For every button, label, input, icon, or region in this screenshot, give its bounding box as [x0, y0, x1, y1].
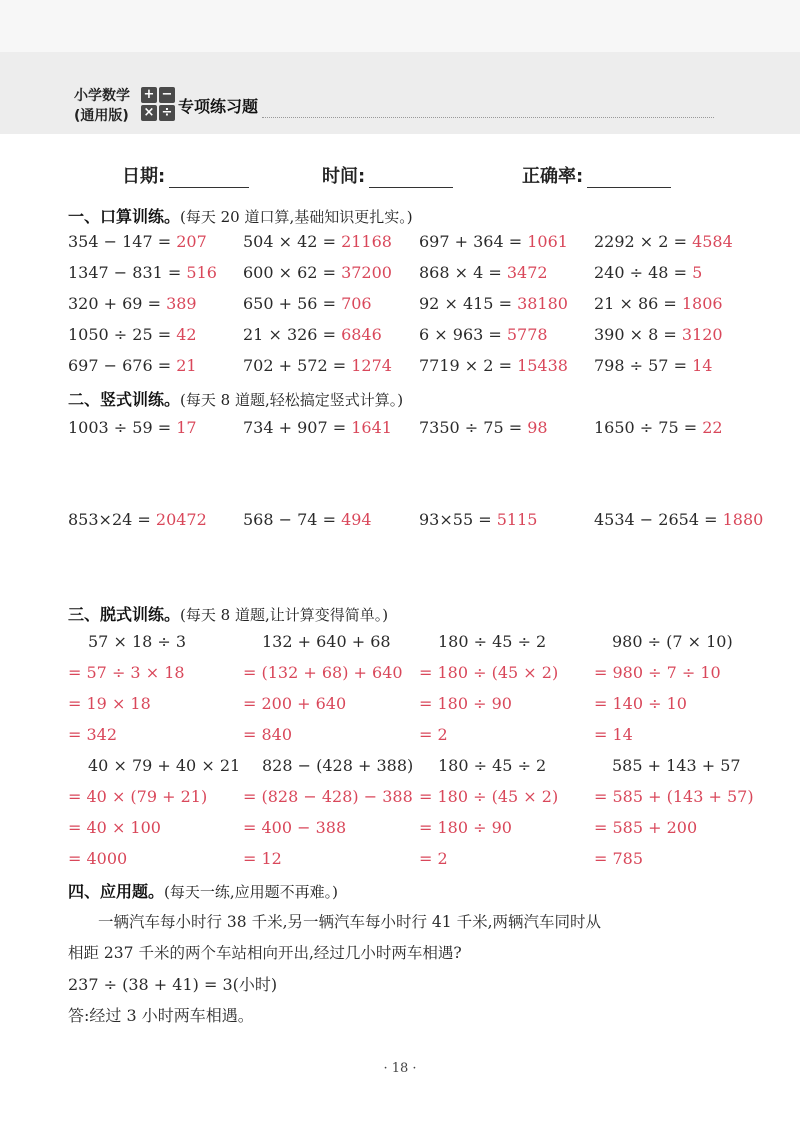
stepwise-step: = 140 ÷ 10 — [594, 694, 687, 713]
vertical-item — [594, 510, 763, 529]
section-4-note: (每天一练,应用题不再难。) — [164, 883, 338, 901]
oral-question: 21 × 326 = — [243, 325, 342, 344]
oral-question: 92 × 415 = — [419, 294, 518, 313]
oral-item — [243, 294, 372, 313]
stepwise-step: = 200 + 640 — [243, 694, 347, 713]
oral-question: 1347 − 831 = — [68, 263, 187, 282]
oral-answer: 15438 — [517, 356, 568, 375]
oral-question: 2292 × 2 = — [594, 232, 693, 251]
divide-icon: ÷ — [159, 105, 175, 121]
stepwise-step: = 180 ÷ (45 × 2) — [419, 787, 559, 806]
stepwise-step: = 840 — [243, 725, 293, 744]
oral-question: 798 ÷ 57 = — [594, 356, 693, 375]
oral-question: 504 × 42 = — [243, 232, 342, 251]
vertical-item — [68, 418, 197, 437]
vertical-answer: 17 — [176, 418, 197, 437]
section-4-title: 四、应用题。 — [68, 882, 165, 901]
accuracy-field — [522, 162, 671, 188]
vertical-question: 1650 ÷ 75 = — [594, 418, 703, 437]
stepwise-step: = 40 × 100 — [68, 818, 161, 837]
minus-icon: − — [159, 87, 175, 103]
accuracy-label: 正确率: — [522, 166, 584, 187]
times-icon: × — [141, 105, 157, 121]
oral-item — [594, 356, 712, 375]
section-3-heading — [68, 602, 388, 625]
stepwise-step: = 585 + (143 + 57) — [594, 787, 754, 806]
oral-question: 320 + 69 = — [68, 294, 167, 313]
brand-line-1: 小学数学 — [74, 88, 130, 104]
oral-item — [243, 325, 382, 344]
oral-answer: 38180 — [517, 294, 568, 313]
stepwise-question: 828 − (428 + 388) — [262, 756, 414, 775]
date-field — [122, 162, 249, 188]
stepwise-question: 180 ÷ 45 ÷ 2 — [438, 756, 547, 775]
stepwise-step: = 585 + 200 — [594, 818, 698, 837]
stepwise-step: = 342 — [68, 725, 118, 744]
top-band — [0, 0, 800, 52]
time-blank[interactable] — [369, 167, 453, 188]
vertical-answer: 20472 — [155, 510, 207, 529]
stepwise-step: = 2 — [419, 725, 448, 744]
oral-answer: 1061 — [527, 232, 568, 251]
oral-item — [419, 325, 548, 344]
oral-question: 21 × 86 = — [594, 294, 682, 313]
section-4-heading — [68, 879, 338, 902]
vertical-question: 4534 − 2654 = — [594, 510, 723, 529]
brand-line-2: (通用版) — [74, 108, 129, 124]
section-2-note: (每天 8 道题,轻松搞定竖式计算。) — [180, 391, 404, 409]
section-1-note: (每天 20 道口算,基础知识更扎实。) — [180, 208, 413, 226]
oral-question: 7719 × 2 = — [419, 356, 518, 375]
oral-question: 600 × 62 = — [243, 263, 342, 282]
word-problem-line-1: 一辆汽车每小时行 38 千米,另一辆汽车每小时行 41 千米,两辆汽车同时从 — [98, 913, 602, 931]
stepwise-step: = 400 − 388 — [243, 818, 347, 837]
section-1-title: 一、口算训练。 — [68, 207, 181, 226]
oral-question: 1050 ÷ 25 = — [68, 325, 177, 344]
vertical-item — [419, 418, 548, 437]
vertical-question: 568 − 74 = — [243, 510, 342, 529]
oral-answer: 516 — [186, 263, 217, 282]
oral-answer: 6846 — [341, 325, 382, 344]
vertical-item — [243, 418, 392, 437]
oral-question: 697 + 364 = — [419, 232, 528, 251]
vertical-item — [68, 510, 207, 529]
stepwise-question: 180 ÷ 45 ÷ 2 — [438, 632, 547, 651]
oral-answer: 37200 — [341, 263, 392, 282]
stepwise-step: = (132 + 68) + 640 — [243, 663, 403, 682]
vertical-question: 7350 ÷ 75 = — [419, 418, 528, 437]
stepwise-step: = 180 ÷ (45 × 2) — [419, 663, 559, 682]
oral-question: 697 − 676 = — [68, 356, 177, 375]
oral-item — [68, 356, 197, 375]
stepwise-step: = 180 ÷ 90 — [419, 694, 512, 713]
stepwise-step: = 14 — [594, 725, 633, 744]
oral-question: 354 − 147 = — [68, 232, 177, 251]
vertical-answer: 98 — [527, 418, 548, 437]
stepwise-question: 40 × 79 + 40 × 21 — [88, 756, 241, 775]
oral-answer: 5 — [692, 263, 703, 282]
date-blank[interactable] — [169, 167, 249, 188]
stepwise-step: = (828 − 428) − 388 — [243, 787, 413, 806]
vertical-question: 1003 ÷ 59 = — [68, 418, 177, 437]
oral-item — [68, 294, 197, 313]
oral-answer: 21 — [176, 356, 197, 375]
oral-item — [419, 232, 568, 251]
oral-answer: 1806 — [681, 294, 723, 313]
oral-item — [68, 263, 217, 282]
stepwise-step: = 2 — [419, 849, 448, 868]
stepwise-step: = 19 × 18 — [68, 694, 151, 713]
section-3-title: 三、脱式训练。 — [68, 605, 181, 624]
header-title: 专项练习题 — [178, 97, 259, 116]
accuracy-blank[interactable] — [587, 167, 671, 188]
vertical-question: 853×24 = — [68, 510, 156, 529]
word-problem-line-2: 相距 237 千米的两个车站相向开出,经过几小时两车相遇? — [68, 944, 462, 962]
oral-item — [243, 263, 392, 282]
oral-answer: 14 — [692, 356, 713, 375]
time-field — [322, 162, 453, 188]
time-label: 时间: — [322, 166, 366, 187]
section-2-heading — [68, 387, 403, 410]
header-divider — [262, 117, 714, 118]
oral-answer: 4584 — [692, 232, 733, 251]
stepwise-question: 132 + 640 + 68 — [262, 632, 391, 651]
book-brand — [74, 86, 130, 126]
oral-item — [419, 294, 568, 313]
vertical-answer: 1641 — [351, 418, 392, 437]
section-3-note: (每天 8 道题,让计算变得简单。) — [180, 606, 389, 624]
stepwise-question: 980 ÷ (7 × 10) — [612, 632, 733, 651]
oral-answer: 1274 — [351, 356, 392, 375]
page-number: · 18 · — [383, 1061, 417, 1076]
answer-sentence: 答:经过 3 小时两车相遇。 — [68, 1006, 254, 1025]
oral-answer: 42 — [176, 325, 197, 344]
vertical-answer: 5115 — [496, 510, 538, 529]
oral-question: 702 + 572 = — [243, 356, 352, 375]
plus-icon: + — [141, 87, 157, 103]
oral-answer: 5778 — [506, 325, 548, 344]
oral-question: 650 + 56 = — [243, 294, 342, 313]
oral-question: 868 × 4 = — [419, 263, 507, 282]
stepwise-step: = 12 — [243, 849, 282, 868]
stepwise-step: = 980 ÷ 7 ÷ 10 — [594, 663, 721, 682]
oral-item — [594, 232, 733, 251]
answer-calculation: 237 ÷ (38 + 41) = 3(小时) — [68, 975, 278, 994]
stepwise-step: = 4000 — [68, 849, 128, 868]
section-2-title: 二、竖式训练。 — [68, 390, 181, 409]
stepwise-question: 57 × 18 ÷ 3 — [88, 632, 187, 651]
section-1-heading — [68, 204, 413, 227]
oral-question: 390 × 8 = — [594, 325, 682, 344]
stepwise-step: = 40 × (79 + 21) — [68, 787, 208, 806]
vertical-question: 734 + 907 = — [243, 418, 352, 437]
vertical-question: 93×55 = — [419, 510, 497, 529]
date-label: 日期: — [122, 166, 166, 187]
vertical-item — [419, 510, 537, 529]
vertical-answer: 1880 — [722, 510, 764, 529]
oral-item — [68, 232, 207, 251]
oral-item — [594, 263, 702, 282]
vertical-item — [243, 510, 372, 529]
vertical-answer: 494 — [341, 510, 372, 529]
stepwise-step: = 57 ÷ 3 × 18 — [68, 663, 185, 682]
oral-item — [594, 325, 723, 344]
vertical-answer: 22 — [702, 418, 723, 437]
oral-item — [68, 325, 197, 344]
operator-logo — [141, 87, 175, 121]
oral-item — [243, 232, 392, 251]
oral-answer: 3120 — [681, 325, 723, 344]
oral-item — [243, 356, 392, 375]
stepwise-step: = 180 ÷ 90 — [419, 818, 512, 837]
oral-answer: 207 — [176, 232, 207, 251]
vertical-item — [594, 418, 723, 437]
oral-question: 240 ÷ 48 = — [594, 263, 693, 282]
oral-item — [594, 294, 723, 313]
oral-question: 6 × 963 = — [419, 325, 507, 344]
stepwise-step: = 785 — [594, 849, 644, 868]
stepwise-question: 585 + 143 + 57 — [612, 756, 741, 775]
oral-answer: 21168 — [341, 232, 392, 251]
oral-item — [419, 356, 568, 375]
oral-answer: 3472 — [506, 263, 548, 282]
oral-item — [419, 263, 548, 282]
oral-answer: 706 — [341, 294, 372, 313]
oral-answer: 389 — [166, 294, 197, 313]
